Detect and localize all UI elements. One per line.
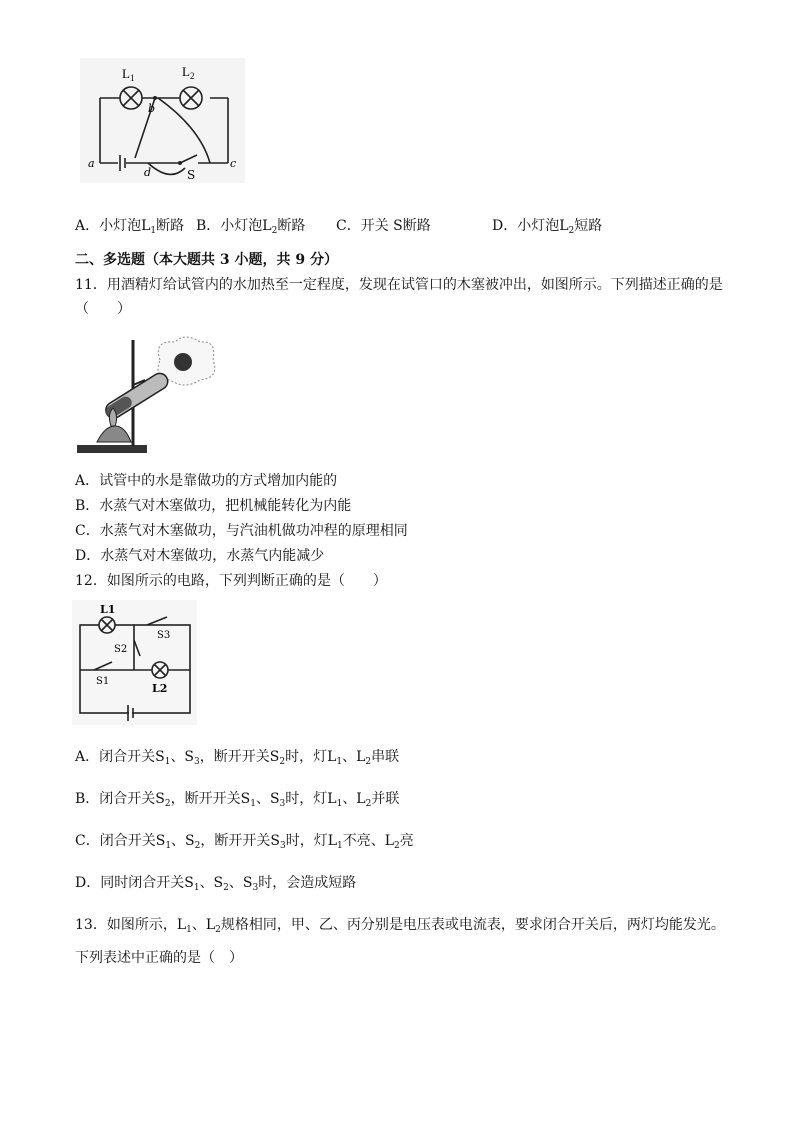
section-heading: 二、多选题（本大题共 3 小题，共 9 分） (75, 252, 338, 268)
q10-option-a: A．小灯泡$L_1$断路 (75, 218, 185, 236)
q12-option-d: D．同时闭合开关$S_1$、$S_2$、$S_3$时，会造成短路 (75, 875, 357, 893)
q11-option-b: B．水蒸气对木塞做功，把机械能转化为内能 (75, 498, 352, 514)
fig10-label-c: c (230, 157, 237, 170)
q13-stem-line1: 13．如图所示，$L_1$、$L_2$规格相同，甲、乙、丙分别是电压表或电流表，要求闭合开关后，两灯均能发光。 (75, 917, 725, 935)
q12-option-b: B．闭合开关$S_2$，断开开关$S_1$、$S_3$时，灯$L_1$、$L_2$并联 (75, 791, 400, 809)
fig12-label-l2: L2 (152, 682, 168, 695)
q10-option-d: D．小灯泡$L_2$短路 (492, 218, 603, 236)
q11-test-tube-figure (75, 330, 220, 460)
q12-option-c: C．闭合开关$S_1$、$S_2$，断开开关$S_3$时，灯$L_1$不亮、$L_2$亮 (75, 833, 414, 851)
fig10-label-a: a (88, 157, 95, 170)
q13-stem-line2: 下列表述中正确的是（ ） (75, 950, 243, 966)
fig10-label-l2: $L_2$ (182, 64, 195, 81)
q11-stem-bracket: （ ） (75, 301, 131, 317)
q12-stem: 12．如图所示的电路，下列判断正确的是（ ） (75, 573, 387, 589)
q10-option-c: C．开关 S断路 (336, 218, 431, 234)
fig12-label-s3: S3 (157, 630, 171, 641)
q12-option-a: A．闭合开关$S_1$、$S_3$，断开开关$S_2$时，灯$L_1$、$L_2$串联 (75, 749, 400, 767)
fig10-label-s: S (187, 168, 196, 182)
q12-circuit-figure (72, 600, 197, 725)
fig12-label-s1: S1 (96, 676, 110, 687)
q11-option-d: D．水蒸气对木塞做功，水蒸气内能减少 (75, 548, 325, 564)
q10-option-b: B．小灯泡$L_2$断路 (196, 218, 306, 236)
fig10-label-b: b (148, 102, 156, 115)
fig10-label-d: d (144, 166, 152, 179)
fig10-label-l1: $L_1$ (122, 66, 135, 83)
q11-stem: 11．用酒精灯给试管内的水加热至一定程度，发现在试管口的木塞被冲出，如图所示。下列描述正确的是 (75, 277, 723, 293)
fig12-label-s2: S2 (114, 644, 128, 655)
q11-option-c: C．水蒸气对木塞做功，与汽油机做功冲程的原理相同 (75, 523, 408, 539)
q10-circuit-figure (80, 58, 245, 183)
fig12-label-l1: L1 (100, 603, 116, 616)
q11-option-a: A．试管中的水是靠做功的方式增加内能的 (75, 473, 338, 489)
